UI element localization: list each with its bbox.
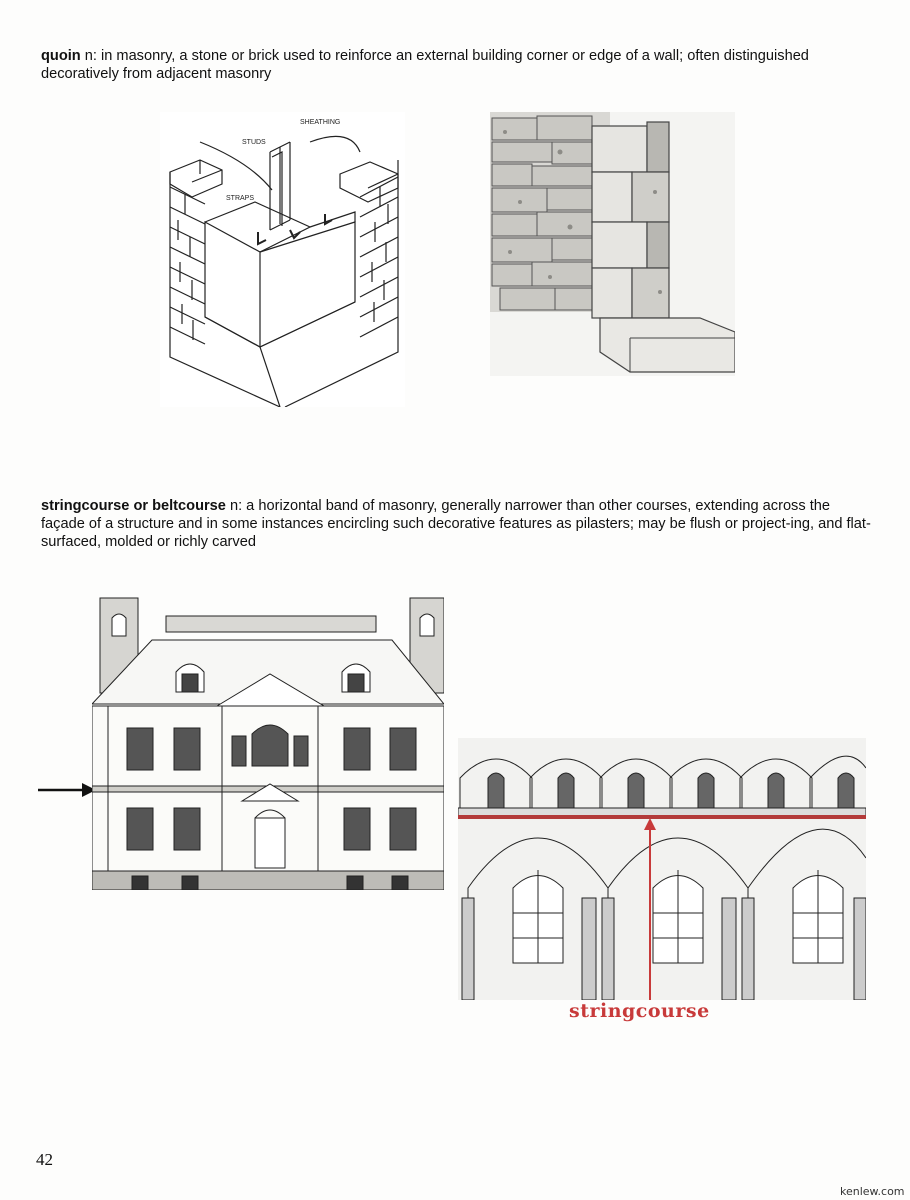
straps-label: STRAPS — [226, 195, 255, 202]
sheathing-label: SHEATHING — [300, 119, 341, 126]
quoin-stone-drawing — [490, 112, 735, 376]
house-facade-figure — [92, 596, 444, 890]
watermark: kenlew.com — [840, 1185, 905, 1198]
quoin-diagram-figure — [160, 112, 405, 407]
page-number: 42 — [36, 1150, 53, 1169]
arcade-stringcourse-figure — [458, 738, 866, 1000]
quoin-term: quoin — [41, 48, 81, 64]
quoin-definition — [41, 47, 871, 83]
stringcourse-term: stringcourse or beltcourse — [41, 498, 226, 514]
stringcourse-definition-text: n: a horizontal band of masonry, generally narrower than other courses, extending across the façade of a structure and in some instances encircling such decorative features as pilasters; may be flush or project-ing, and flat-surfaced, molded or richly carved — [41, 498, 871, 550]
arcade-drawing — [458, 738, 866, 1000]
stringcourse-label: stringcourse — [569, 1000, 710, 1022]
quoin-definition-text: n: in masonry, a stone or brick used to reinforce an external building corner or edge of a wall; often distinguished decoratively from adjacent masonry — [41, 48, 809, 82]
stringcourse-definition — [41, 497, 871, 551]
quoin-diagram — [160, 112, 405, 407]
quoin-stone-illustration — [490, 112, 735, 376]
arrow-icon — [38, 780, 98, 800]
house-facade-drawing — [92, 596, 444, 890]
studs-label: STUDS — [242, 139, 266, 146]
